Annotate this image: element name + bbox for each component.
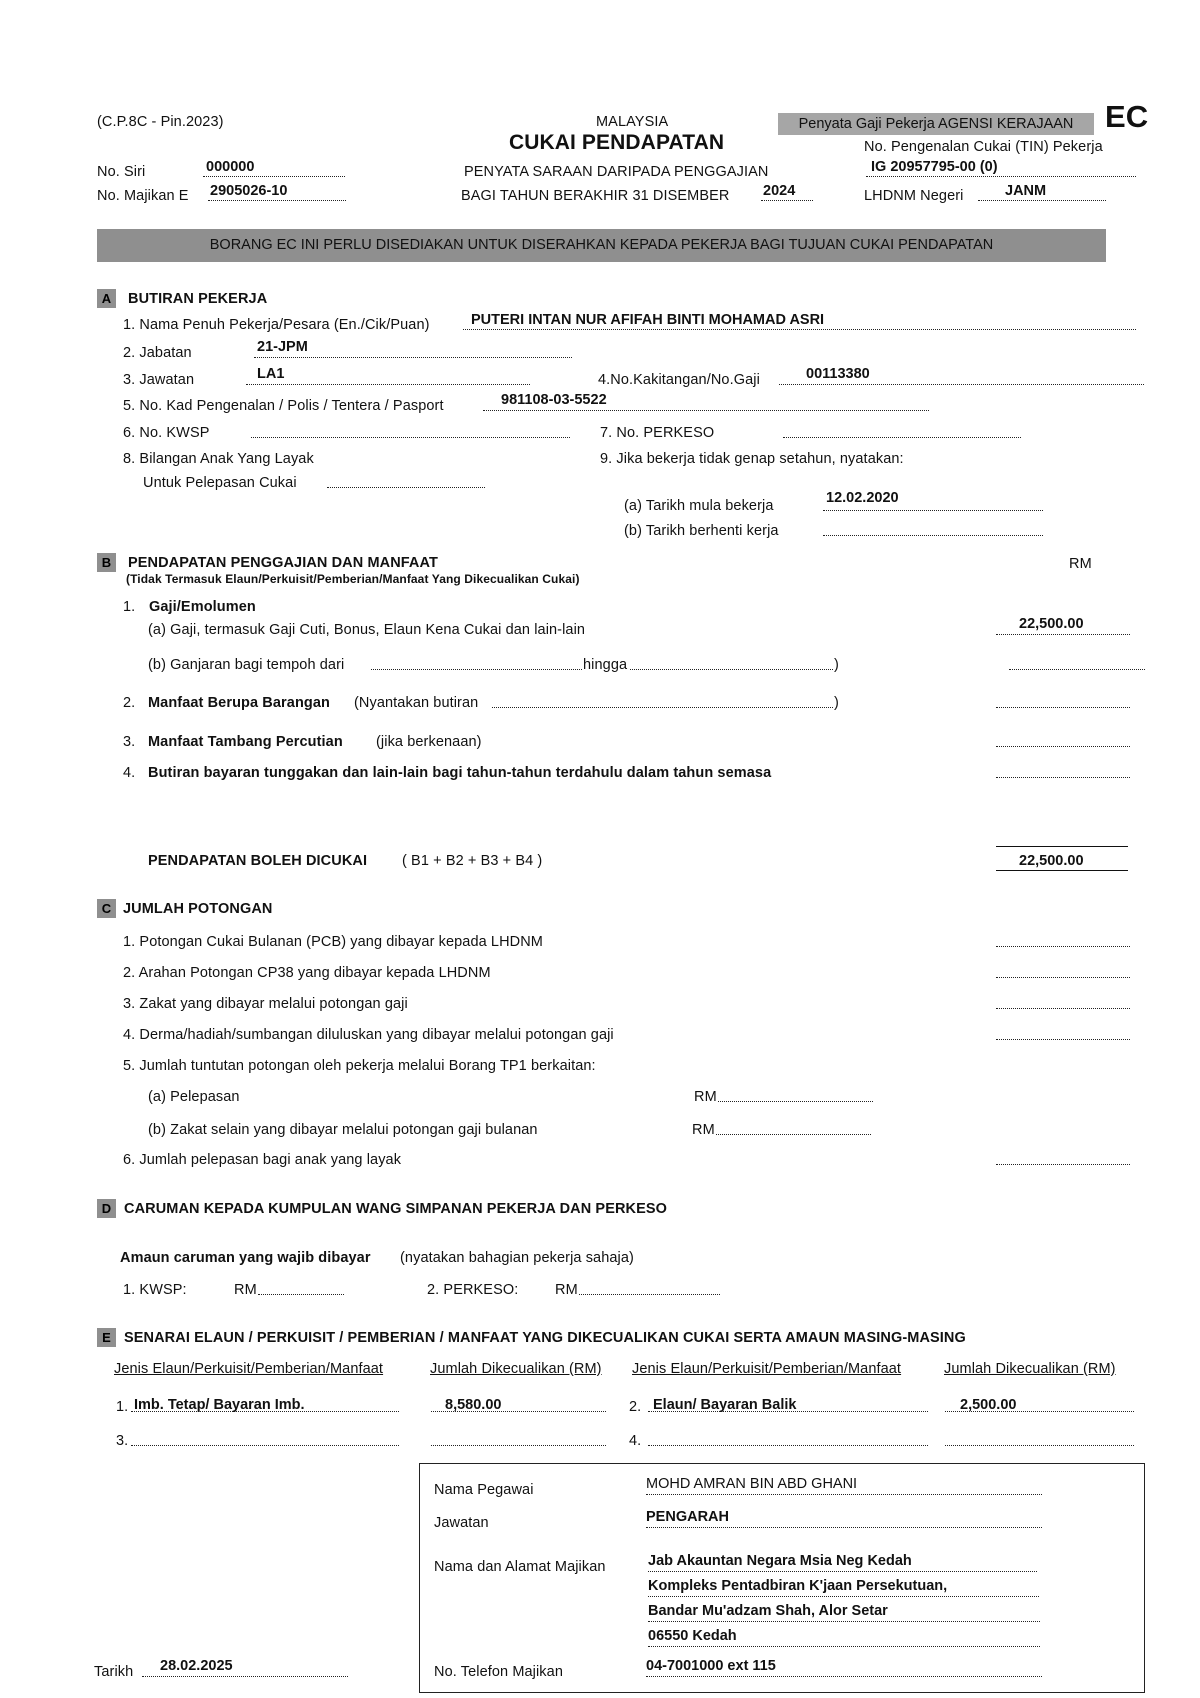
b2-rest: (Nyantakan butiran xyxy=(354,695,479,711)
c5-label: 5. Jumlah tuntutan potongan oleh pekerja melalui Borang TP1 berkaitan: xyxy=(123,1058,596,1074)
form-letter: EC xyxy=(1105,99,1149,134)
staff-no-label: 4.No.Kakitangan/No.Gaji xyxy=(598,372,760,388)
employee-name-label: 1. Nama Penuh Pekerja/Pesara (En./Cik/Puan) xyxy=(123,317,430,333)
section-b-title: PENDAPATAN PENGGAJIAN DAN MANFAAT xyxy=(128,555,438,571)
section-c-badge: C xyxy=(97,899,116,918)
b2-close: ) xyxy=(834,695,839,711)
phone-value[interactable]: 04-7001000 ext 115 xyxy=(646,1658,776,1674)
c1-amount-dots xyxy=(996,946,1130,947)
c5b-label: (b) Zakat selain yang dibayar melalui potongan gaji bulanan xyxy=(148,1122,538,1138)
perkeso-amount-dots xyxy=(579,1294,720,1295)
form-code: (C.P.8C - Pin.2023) xyxy=(97,114,224,130)
date-dots xyxy=(142,1676,348,1677)
perkeso-no-label: 7. No. PERKESO xyxy=(600,425,715,441)
staff-no-value[interactable]: 00113380 xyxy=(806,366,870,382)
c6-label: 6. Jumlah pelepasan bagi anak yang layak xyxy=(123,1152,402,1168)
serial-label: No. Siri xyxy=(97,164,146,180)
c5b-amount-dots xyxy=(716,1134,871,1135)
start-date-label: (a) Tarikh mula bekerja xyxy=(624,498,774,514)
position-label: 3. Jawatan xyxy=(123,372,195,388)
partial-year-label: 9. Jika bekerja tidak genap setahun, nyatakan: xyxy=(600,451,904,467)
children-dots xyxy=(327,487,485,488)
year-value[interactable]: 2024 xyxy=(763,183,796,199)
col-header-type-2: Jenis Elaun/Perkuisit/Pemberian/Manfaat xyxy=(632,1361,902,1377)
e-row3-type-dots xyxy=(131,1445,399,1446)
e-row3-number: 3. xyxy=(116,1433,129,1449)
e-row4-type-dots xyxy=(648,1445,928,1446)
total-label: PENDAPATAN BOLEH DICUKAI xyxy=(148,853,368,869)
address-line-2[interactable]: Kompleks Pentadbiran K'jaan Persekutuan, xyxy=(648,1578,948,1594)
b1a-label: (a) Gaji, termasuk Gaji Cuti, Bonus, Elaun Kena Cukai dan lain-lain xyxy=(148,622,586,638)
e-row1-type[interactable]: Imb. Tetap/ Bayaran Imb. xyxy=(134,1397,305,1413)
date-label: Tarikh xyxy=(94,1664,134,1680)
total-value[interactable]: 22,500.00 xyxy=(1019,853,1084,869)
b1a-value[interactable]: 22,500.00 xyxy=(1019,616,1084,632)
section-e-title: SENARAI ELAUN / PERKUISIT / PEMBERIAN / MANFAAT YANG DIKECUALIKAN CUKAI SERTA AMAUN MASING-MASING xyxy=(124,1330,966,1346)
b1b-label: (b) Ganjaran bagi tempoh dari xyxy=(148,657,345,673)
c1-label: 1. Potongan Cukai Bulanan (PCB) yang dibayar kepada LHDNM xyxy=(123,934,543,950)
officer-label: Nama Pegawai xyxy=(434,1482,534,1498)
e-row2-type[interactable]: Elaun/ Bayaran Balik xyxy=(653,1397,797,1413)
ic-value[interactable]: 981108-03-5522 xyxy=(501,392,607,408)
b2-title: Manfaat Berupa Barangan xyxy=(148,695,330,711)
staff-no-dots xyxy=(779,384,1144,385)
b1b-to-label: hingga xyxy=(583,657,628,673)
section-d-intro-rest: (nyatakan bahagian pekerja sahaja) xyxy=(400,1250,634,1266)
employer-no-label: No. Majikan E xyxy=(97,188,189,204)
department-dots xyxy=(254,357,572,358)
b3-title: Manfaat Tambang Percutian xyxy=(148,734,343,750)
tin-label: No. Pengenalan Cukai (TIN) Pekerja xyxy=(864,139,1103,155)
b4-title: Butiran bayaran tunggakan dan lain-lain bagi tahun-tahun terdahulu dalam tahun semasa xyxy=(148,765,772,781)
kwsp-amount-label: 1. KWSP: xyxy=(123,1282,187,1298)
address-line-4[interactable]: 06550 Kedah xyxy=(648,1628,737,1644)
e-row2-amount[interactable]: 2,500.00 xyxy=(960,1397,1017,1413)
form-title: CUKAI PENDAPATAN xyxy=(509,131,725,154)
b2-amount-dots xyxy=(996,707,1130,708)
col-header-amount-1: Jumlah Dikecualikan (RM) xyxy=(430,1361,602,1377)
e-row1-number: 1. xyxy=(116,1399,129,1415)
address-line-1[interactable]: Jab Akauntan Negara Msia Neg Kedah xyxy=(648,1553,912,1569)
ic-label: 5. No. Kad Pengenalan / Polis / Tentera / Pasport xyxy=(123,398,444,414)
total-formula: ( B1 + B2 + B3 + B4 ) xyxy=(402,853,543,869)
address-label: Nama dan Alamat Majikan xyxy=(434,1559,606,1575)
section-a-badge: A xyxy=(97,289,116,308)
section-d-title: CARUMAN KEPADA KUMPULAN WANG SIMPANAN PEKERJA DAN PERKESO xyxy=(124,1201,668,1217)
e-row2-number: 2. xyxy=(629,1399,642,1415)
end-date-dots xyxy=(823,535,1043,536)
b4-amount-dots xyxy=(996,777,1130,778)
signatory-post-label: Jawatan xyxy=(434,1515,489,1531)
b2-details-dots xyxy=(492,707,833,708)
section-d-badge: D xyxy=(97,1199,116,1218)
b1a-dots xyxy=(996,634,1130,635)
c3-label: 3. Zakat yang dibayar melalui potongan gaji xyxy=(123,996,408,1012)
phone-label: No. Telefon Majikan xyxy=(434,1664,563,1680)
instruction-banner: BORANG EC INI PERLU DISEDIAKAN UNTUK DISERAHKAN KEPADA PEKERJA BAGI TUJUAN CUKAI PENDAPATAN xyxy=(97,229,1106,262)
end-date-label: (b) Tarikh berhenti kerja xyxy=(624,523,779,539)
employer-no-dots xyxy=(208,200,346,201)
total-top-rule xyxy=(996,846,1128,847)
country-label: MALAYSIA xyxy=(596,114,669,130)
position-value[interactable]: LA1 xyxy=(257,366,285,382)
c4-amount-dots xyxy=(996,1039,1130,1040)
c5b-rm: RM xyxy=(692,1122,715,1138)
lhdnm-value[interactable]: JANM xyxy=(1005,183,1047,199)
subtitle: PENYATA SARAAN DARIPADA PENGGAJIAN xyxy=(464,164,769,180)
kwsp-no-dots xyxy=(251,437,570,438)
perkeso-amount-label: 2. PERKESO: xyxy=(427,1282,519,1298)
year-label: BAGI TAHUN BERAKHIR 31 DISEMBER xyxy=(461,188,730,204)
col-header-type-1: Jenis Elaun/Perkuisit/Pemberian/Manfaat xyxy=(114,1361,384,1377)
section-c-title: JUMLAH POTONGAN xyxy=(123,901,273,917)
kwsp-amount-dots xyxy=(258,1294,344,1295)
b1b-amount-dots xyxy=(1009,669,1145,670)
serial-value[interactable]: 000000 xyxy=(206,159,255,175)
lhdnm-label: LHDNM Negeri xyxy=(864,188,964,204)
signatory-post-value[interactable]: PENGARAH xyxy=(646,1509,729,1525)
children-label-1: 8. Bilangan Anak Yang Layak xyxy=(123,451,314,467)
e-row4-number: 4. xyxy=(629,1433,642,1449)
address-line3-dots xyxy=(648,1621,1040,1622)
form-type-tag: Penyata Gaji Pekerja AGENSI KERAJAAN xyxy=(778,113,1094,135)
perkeso-no-dots xyxy=(783,437,1021,438)
phone-dots xyxy=(646,1676,1042,1677)
start-date-value[interactable]: 12.02.2020 xyxy=(826,490,899,506)
total-bottom-rule xyxy=(996,870,1128,871)
section-e-badge: E xyxy=(97,1328,116,1347)
employee-name-dots xyxy=(463,329,1136,330)
lhdnm-dots xyxy=(978,200,1106,201)
officer-dots xyxy=(646,1494,1042,1495)
tin-dots xyxy=(866,176,1136,177)
c5a-label: (a) Pelepasan xyxy=(148,1089,240,1105)
address-line4-dots xyxy=(648,1646,1040,1647)
c5a-rm: RM xyxy=(694,1089,717,1105)
e-row4-amount-dots xyxy=(945,1445,1134,1446)
b1b-close: ) xyxy=(834,657,839,673)
e-row1-amount[interactable]: 8,580.00 xyxy=(445,1397,502,1413)
b1-number: 1. xyxy=(123,599,136,615)
section-b-note: (Tidak Termasuk Elaun/Perkuisit/Pemberian/Manfaat Yang Dikecualikan Cukai) xyxy=(126,572,580,586)
section-a-title: BUTIRAN PEKERJA xyxy=(128,291,268,307)
b2-number: 2. xyxy=(123,695,136,711)
b3-rest: (jika berkenaan) xyxy=(376,734,482,750)
b3-amount-dots xyxy=(996,746,1130,747)
address-line1-dots xyxy=(648,1571,1037,1572)
address-line2-dots xyxy=(648,1596,1039,1597)
kwsp-no-label: 6. No. KWSP xyxy=(123,425,210,441)
date-value[interactable]: 28.02.2025 xyxy=(160,1658,233,1674)
children-label-2: Untuk Pelepasan Cukai xyxy=(143,475,297,491)
b1b-to-dots xyxy=(630,669,833,670)
b4-number: 4. xyxy=(123,765,136,781)
signatory-post-dots xyxy=(646,1527,1042,1528)
position-dots xyxy=(246,384,530,385)
year-dots xyxy=(761,200,813,201)
b1-title: Gaji/Emolumen xyxy=(149,599,256,615)
c4-label: 4. Derma/hadiah/sumbangan diluluskan yang dibayar melalui potongan gaji xyxy=(123,1027,614,1043)
col-header-amount-2: Jumlah Dikecualikan (RM) xyxy=(944,1361,1116,1377)
kwsp-rm: RM xyxy=(234,1282,257,1298)
section-d-intro: Amaun caruman yang wajib dibayar xyxy=(120,1250,371,1266)
c5a-amount-dots xyxy=(718,1101,873,1102)
perkeso-rm: RM xyxy=(555,1282,578,1298)
tin-value[interactable]: IG 20957795-00 (0) xyxy=(871,159,998,175)
officer-value[interactable]: MOHD AMRAN BIN ABD GHANI xyxy=(646,1476,858,1492)
start-date-dots xyxy=(823,510,1043,511)
address-line-3[interactable]: Bandar Mu'adzam Shah, Alor Setar xyxy=(648,1603,888,1619)
department-value[interactable]: 21-JPM xyxy=(257,339,308,355)
c2-label: 2. Arahan Potongan CP38 yang dibayar kepada LHDNM xyxy=(123,965,491,981)
section-b-badge: B xyxy=(97,553,116,572)
currency-label: RM xyxy=(1069,556,1092,572)
c2-amount-dots xyxy=(996,977,1130,978)
c6-amount-dots xyxy=(996,1164,1130,1165)
department-label: 2. Jabatan xyxy=(123,345,192,361)
b1b-from-dots xyxy=(371,669,582,670)
b3-number: 3. xyxy=(123,734,136,750)
serial-dots xyxy=(203,176,345,177)
c3-amount-dots xyxy=(996,1008,1130,1009)
ic-dots xyxy=(483,410,929,411)
e-row3-amount-dots xyxy=(431,1445,606,1446)
employer-no-value[interactable]: 2905026-10 xyxy=(210,183,288,199)
employee-name-value[interactable]: PUTERI INTAN NUR AFIFAH BINTI MOHAMAD ASRI xyxy=(471,312,825,328)
